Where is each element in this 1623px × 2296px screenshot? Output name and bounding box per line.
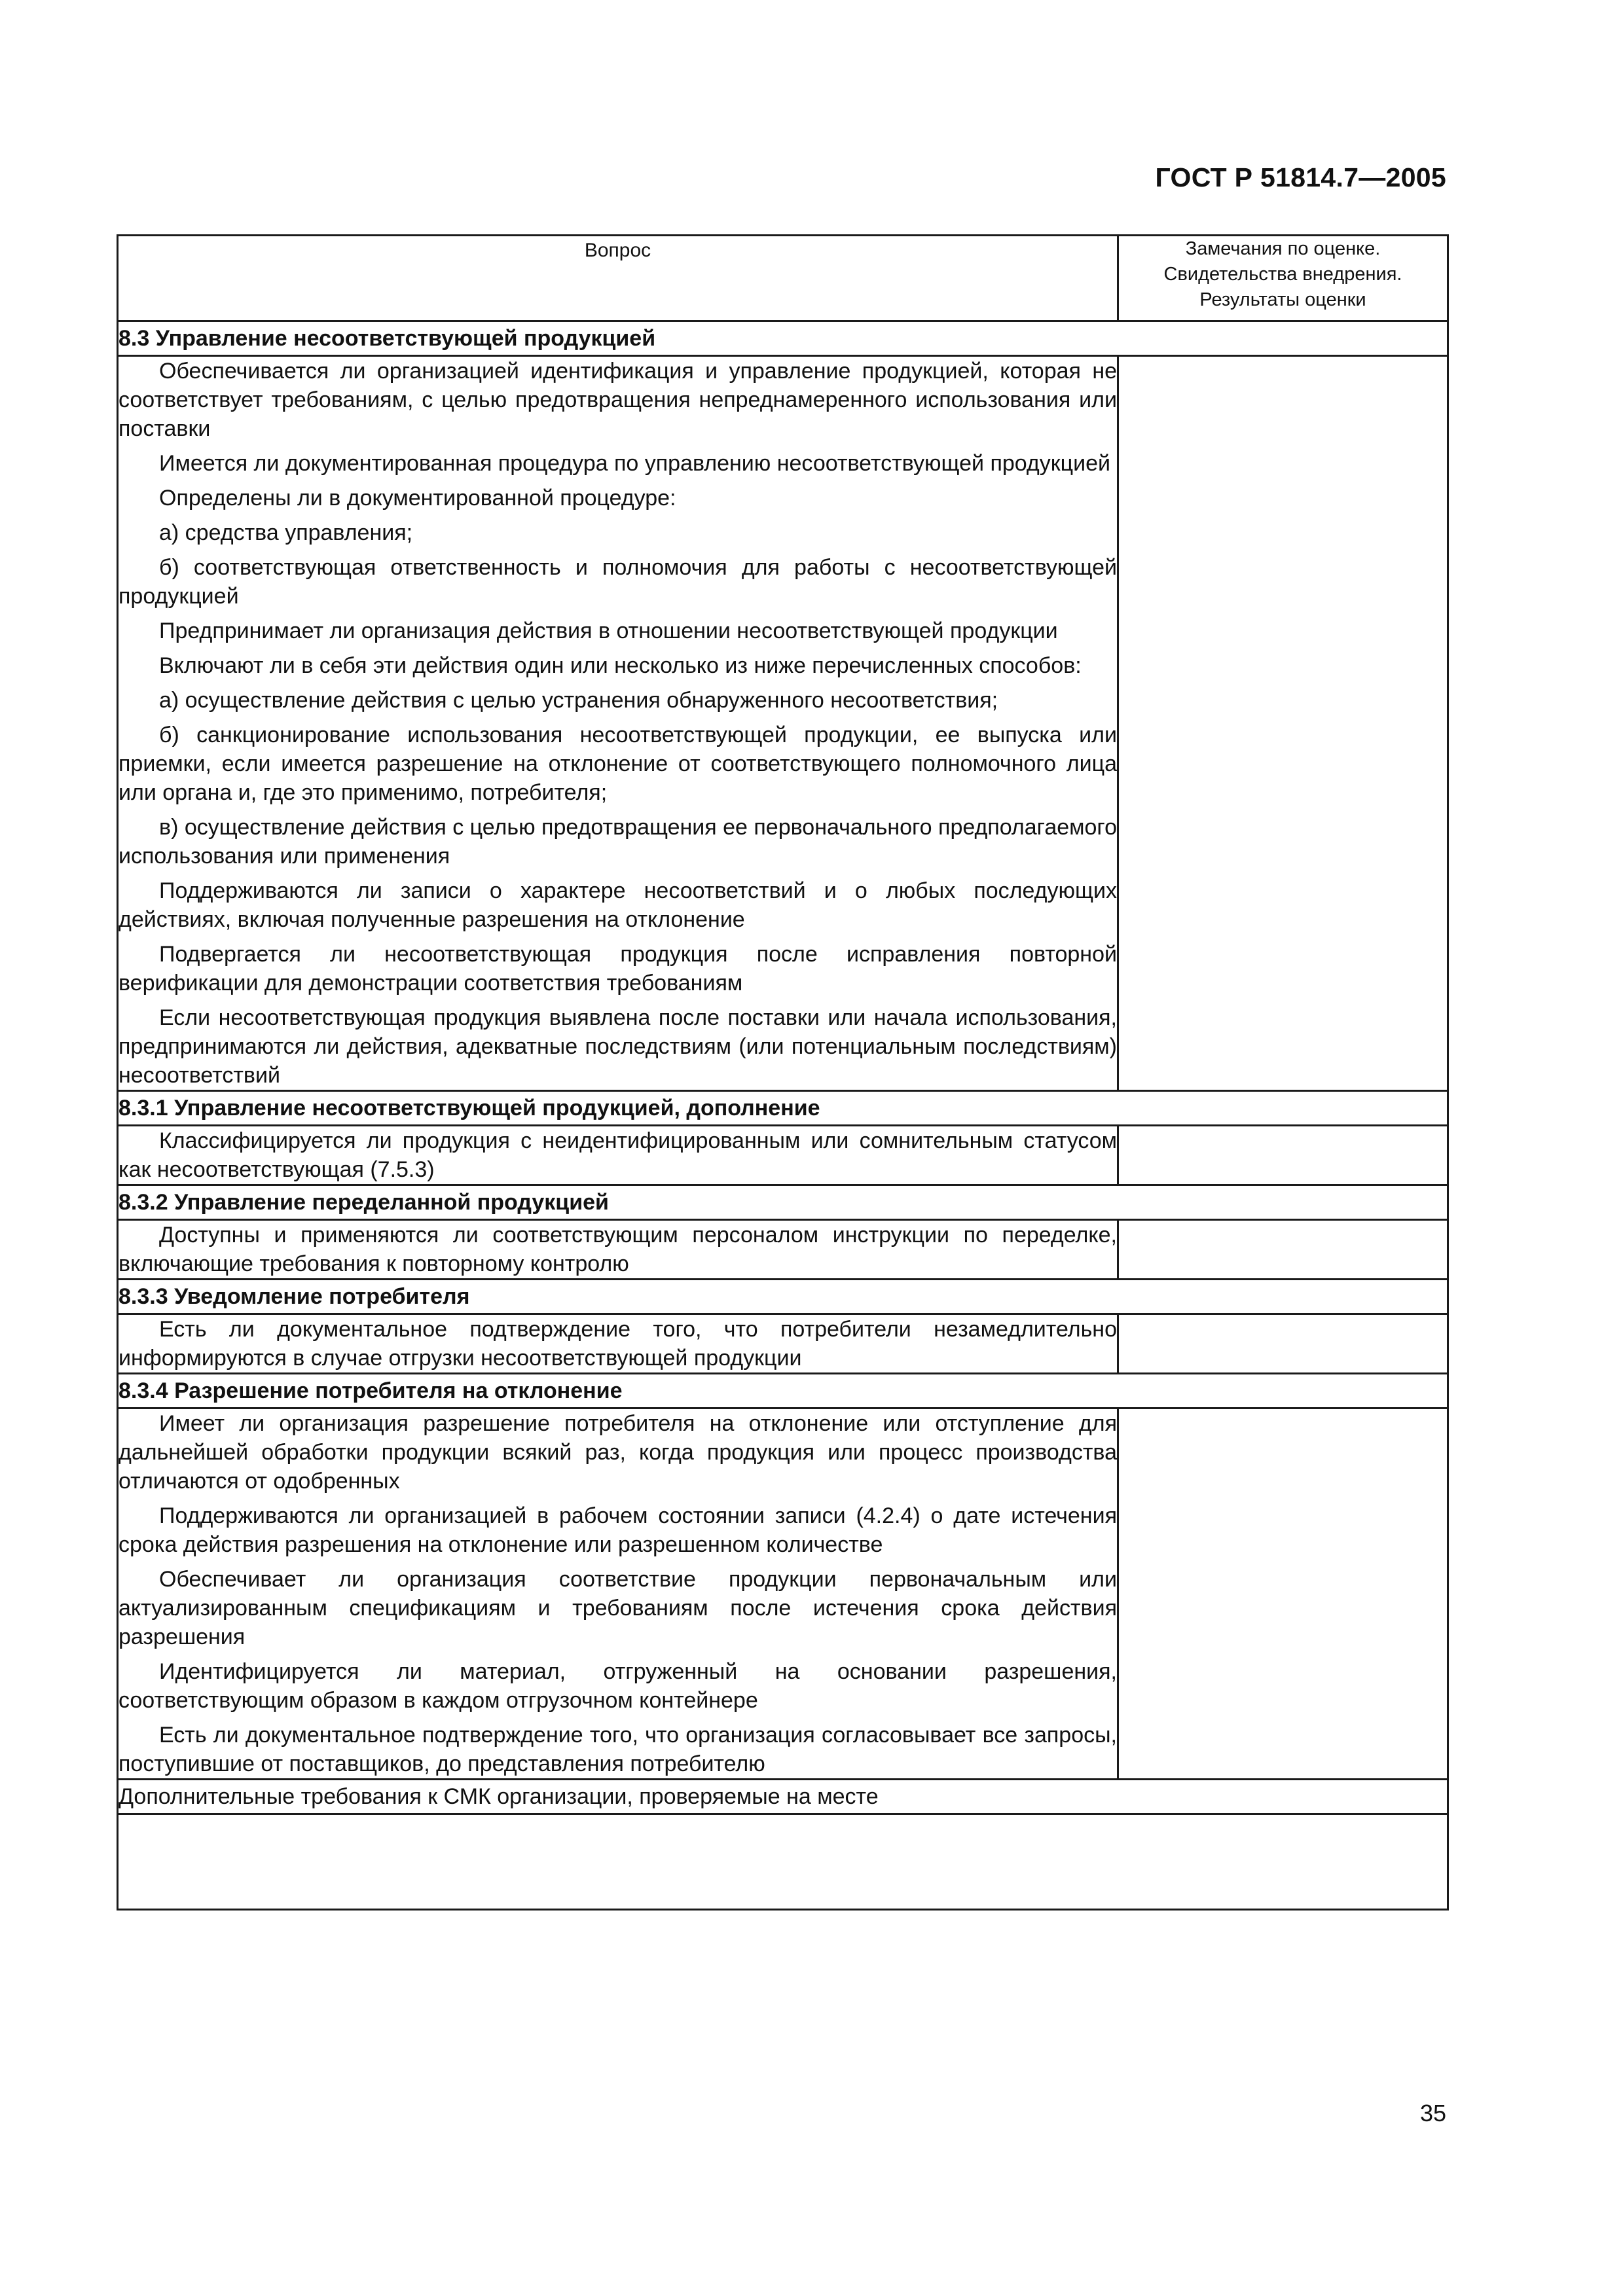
extra-requirements-row bbox=[118, 1780, 1448, 1814]
question-text: Подвергается ли несоответствующая продукция после исправления повторной верификации для демонстрации соответствия требованиям bbox=[119, 942, 1117, 996]
question-text: б) санкционирование использования несоответствующей продукции, ее выпуска или приемки, если имеется разрешение на отклонение от соответствующего полномочного лица или органа и, где это применимо, потребителя; bbox=[119, 723, 1117, 805]
question-text: Есть ли документальное подтверждение того, что потребители незамедлительно информируются в случае отгрузки несоответствующей продукции bbox=[119, 1317, 1117, 1371]
question-cell bbox=[118, 1408, 1118, 1780]
question-text: Классифицируется ли продукция с неидентифицированным или сомнительным статусом как несоответствующая (7.5.3) bbox=[119, 1128, 1117, 1182]
question-cell bbox=[118, 356, 1118, 1091]
question-text: Обеспечивается ли организацией идентификация и управление продукцией, которая не соответствует требованиям, с целью предотвращения непреднамеренного использования или поставки bbox=[119, 359, 1117, 441]
page-number: 35 bbox=[1419, 2100, 1446, 2126]
question-cell bbox=[118, 1126, 1118, 1185]
column-header-question: Вопрос bbox=[118, 236, 1118, 321]
question-text: а) осуществление действия с целью устранения обнаруженного несоответствия; bbox=[159, 688, 998, 713]
question-text: Имеется ли документированная процедура по управлению несоответствующей продукцией bbox=[159, 451, 1111, 476]
remarks-cell[interactable] bbox=[1118, 1408, 1448, 1780]
section-title: 8.3.2 Управление переделанной продукцией bbox=[118, 1185, 1448, 1220]
table-header-row bbox=[118, 236, 1448, 321]
question-text: Если несоответствующая продукция выявлена после поставки или начала использования, предпринимаются ли действия, адекватные последствиям (или потенциальным последствиям) несоответствий bbox=[119, 1005, 1117, 1088]
section-row bbox=[118, 1280, 1448, 1314]
question-text: а) средства управления; bbox=[159, 520, 413, 545]
extra-requirements-label: Дополнительные требования к СМК организации, проверяемые на месте bbox=[118, 1780, 1448, 1814]
section-title: 8.3.1 Управление несоответствующей продукцией, дополнение bbox=[118, 1091, 1448, 1126]
section-row bbox=[118, 321, 1448, 356]
question-row bbox=[118, 356, 1448, 1091]
remarks-header-line: Замечания по оценке. bbox=[1185, 238, 1381, 259]
remarks-cell[interactable] bbox=[1118, 356, 1448, 1091]
question-text: Обеспечивает ли организация соответствие продукции первоначальным или актуализированным спецификациям и требованиям после истечения срока действия разрешения bbox=[119, 1567, 1117, 1649]
question-row bbox=[118, 1408, 1448, 1780]
question-text: Доступны и применяются ли соответствующим персоналом инструкции по переделке, включающие требования к повторному контролю bbox=[119, 1223, 1117, 1276]
question-text: Идентифицируется ли материал, отгруженный на основании разрешения, соответствующим образом в каждом отгрузочном контейнере bbox=[119, 1659, 1117, 1713]
question-text: Поддерживаются ли организацией в рабочем состоянии записи (4.2.4) о дате истечения срока действия разрешения на отклонение или разрешенном количестве bbox=[119, 1503, 1117, 1557]
document-code: ГОСТ Р 51814.7—2005 bbox=[1155, 162, 1446, 192]
audit-checklist-table bbox=[117, 234, 1449, 1910]
remarks-header-line: Результаты оценки bbox=[1199, 289, 1366, 310]
section-title: 8.3 Управление несоответствующей продукцией bbox=[118, 321, 1448, 356]
section-row bbox=[118, 1374, 1448, 1408]
question-text: Есть ли документальное подтверждение того, что организация согласовывает все запросы, поступившие от поставщиков, до представления потребителю bbox=[119, 1723, 1117, 1776]
blank-entry-row bbox=[118, 1814, 1448, 1910]
question-text: Имеет ли организация разрешение потребителя на отклонение или отступление для дальнейшей обработки продукции всякий раз, когда продукция или процесс производства отличаются от одобренных bbox=[119, 1411, 1117, 1494]
section-row bbox=[118, 1185, 1448, 1220]
remarks-cell[interactable] bbox=[1118, 1220, 1448, 1280]
question-text: б) соответствующая ответственность и полномочия для работы с несоответствующей продукцией bbox=[119, 555, 1117, 609]
question-cell bbox=[118, 1314, 1118, 1374]
question-text: Предпринимает ли организация действия в отношении несоответствующей продукции bbox=[159, 619, 1058, 643]
section-title: 8.3.4 Разрешение потребителя на отклонение bbox=[118, 1374, 1448, 1408]
question-text: Определены ли в документированной процедуре: bbox=[159, 486, 676, 511]
question-row bbox=[118, 1126, 1448, 1185]
remarks-cell[interactable] bbox=[1118, 1314, 1448, 1374]
remarks-header-line: Свидетельства внедрения. bbox=[1163, 264, 1402, 285]
question-text: в) осуществление действия с целью предотвращения ее первоначального предполагаемого использования или применения bbox=[119, 815, 1117, 869]
remarks-cell[interactable] bbox=[1118, 1126, 1448, 1185]
question-row bbox=[118, 1220, 1448, 1280]
section-title: 8.3.3 Уведомление потребителя bbox=[118, 1280, 1448, 1314]
question-text: Включают ли в себя эти действия один или несколько из ниже перечисленных способов: bbox=[159, 653, 1082, 678]
blank-entry-cell[interactable] bbox=[118, 1814, 1448, 1910]
question-text: Поддерживаются ли записи о характере несоответствий и о любых последующих действиях, включая полученные разрешения на отклонение bbox=[119, 878, 1117, 932]
section-row bbox=[118, 1091, 1448, 1126]
question-cell bbox=[118, 1220, 1118, 1280]
column-header-remarks bbox=[1118, 236, 1448, 321]
question-row bbox=[118, 1314, 1448, 1374]
